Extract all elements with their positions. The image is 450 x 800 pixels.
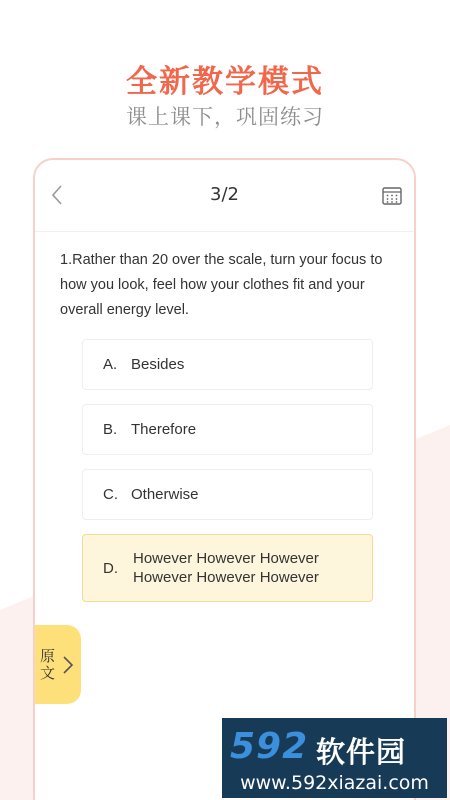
option-a[interactable] xyxy=(82,339,373,390)
option-d[interactable] xyxy=(82,534,373,602)
promo-subline: 课上课下，巩固练习 xyxy=(126,105,324,129)
answer-sheet-icon[interactable] xyxy=(382,186,402,206)
watermark-url: www.592xiazai.com xyxy=(240,772,429,794)
option-text: However However However However However However xyxy=(133,550,319,586)
option-letter: C. xyxy=(103,486,118,503)
original-text-tab[interactable] xyxy=(35,625,81,704)
option-letter: A. xyxy=(103,356,118,373)
option-text: Otherwise xyxy=(131,486,199,503)
watermark-number: 592 xyxy=(230,726,309,767)
option-c[interactable] xyxy=(82,469,373,520)
phone-frame xyxy=(33,158,416,800)
option-letter: B. xyxy=(103,421,118,438)
question-text: 1.Rather than 20 over the scale, turn your focus to how you look, feel how your clothes fit and your overall energy level. xyxy=(60,252,383,318)
watermark-name: 软件园 xyxy=(316,735,407,769)
top-bar xyxy=(35,160,414,232)
option-text: Besides xyxy=(131,356,185,373)
chevron-right-icon xyxy=(62,655,74,675)
option-letter: D. xyxy=(103,559,118,577)
page-indicator: 3/2 xyxy=(210,184,239,205)
promo-headline: 全新教学模式 xyxy=(126,64,324,100)
original-text-tab-label: 原文 xyxy=(40,647,56,682)
watermark-logo xyxy=(222,718,447,798)
option-b[interactable] xyxy=(82,404,373,455)
option-text: Therefore xyxy=(131,421,197,438)
